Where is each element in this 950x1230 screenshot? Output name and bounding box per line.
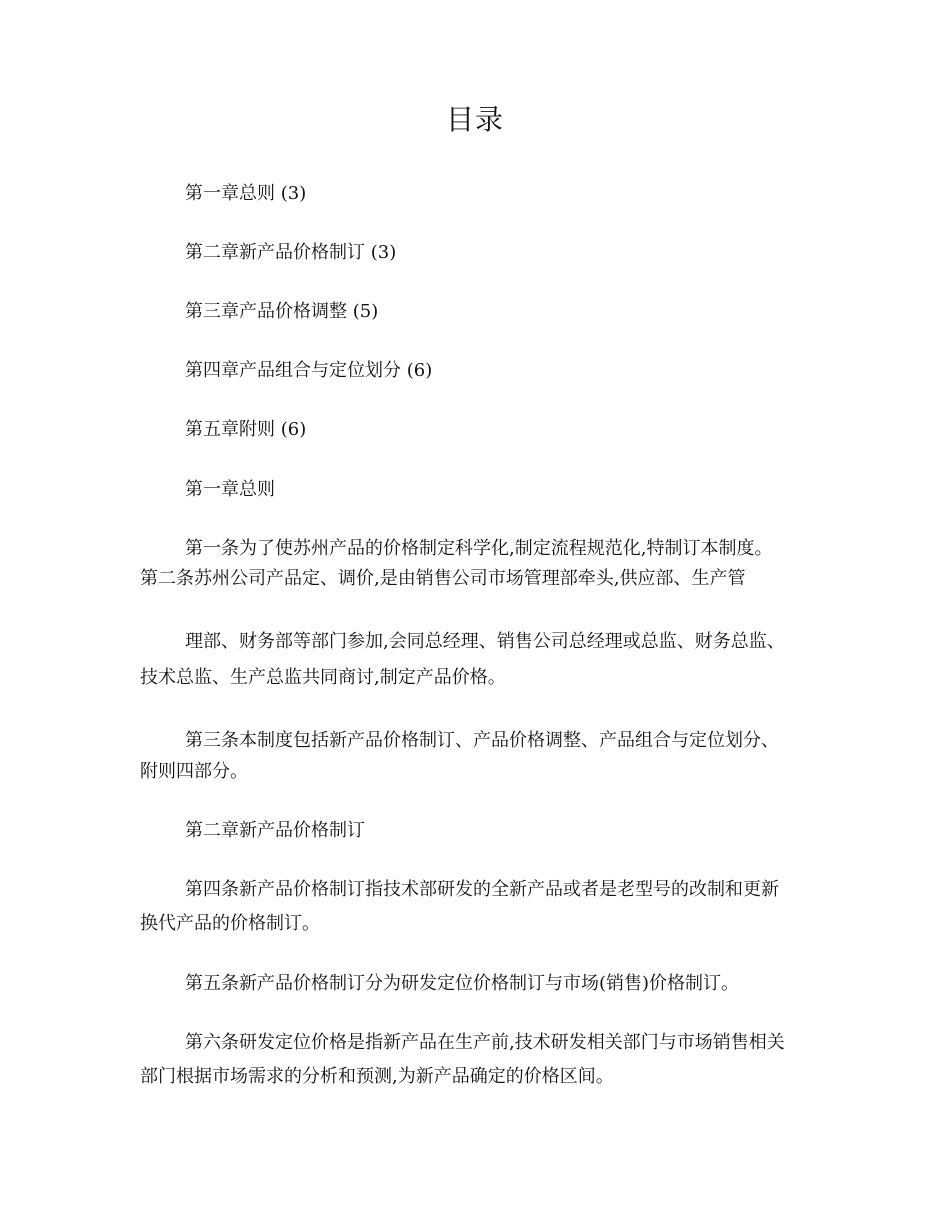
- article-2-line-1: 第二条苏州公司产品定、调价,是由销售公司市场管理部牵头,供应部、生产管: [140, 568, 746, 589]
- article-3-line-2: 附则四部分。: [140, 761, 248, 782]
- toc-item-chapter-3: 第三章产品价格调整 (5): [185, 301, 379, 322]
- chapter-heading-1: 第一章总则: [185, 479, 275, 500]
- article-2-line-3: 技术总监、生产总监共同商讨,制定产品价格。: [140, 667, 506, 688]
- article-6-line-2: 部门根据市场需求的分析和预测,为新产品确定的价格区间。: [140, 1066, 614, 1087]
- article-5-line-1: 第五条新产品价格制订分为研发定位价格制订与市场(销售)价格制订。: [185, 973, 740, 994]
- toc-item-chapter-4: 第四章产品组合与定位划分 (6): [185, 360, 433, 381]
- article-4-line-1: 第四条新产品价格制订指技术部研发的全新产品或者是老型号的改制和更新: [185, 879, 779, 900]
- article-1-line-1: 第一条为了使苏州产品的价格制定科学化,制定流程规范化,特制订本制度。: [185, 538, 773, 559]
- toc-item-chapter-2: 第二章新产品价格制订 (3): [185, 242, 397, 263]
- article-2-line-2: 理部、财务部等部门参加,会同总经理、销售公司总经理或总监、财务总监、: [185, 631, 785, 652]
- article-4-line-2: 换代产品的价格制订。: [140, 913, 320, 934]
- article-6-line-1: 第六条研发定位价格是指新产品在生产前,技术研发相关部门与市场销售相关: [185, 1032, 785, 1053]
- page-title: 目录: [445, 103, 504, 136]
- article-3-line-1: 第三条本制度包括新产品价格制订、产品价格调整、产品组合与定位划分、: [185, 730, 779, 751]
- chapter-heading-2: 第二章新产品价格制订: [185, 820, 365, 841]
- toc-item-chapter-1: 第一章总则 (3): [185, 183, 307, 204]
- toc-item-chapter-5: 第五章附则 (6): [185, 419, 307, 440]
